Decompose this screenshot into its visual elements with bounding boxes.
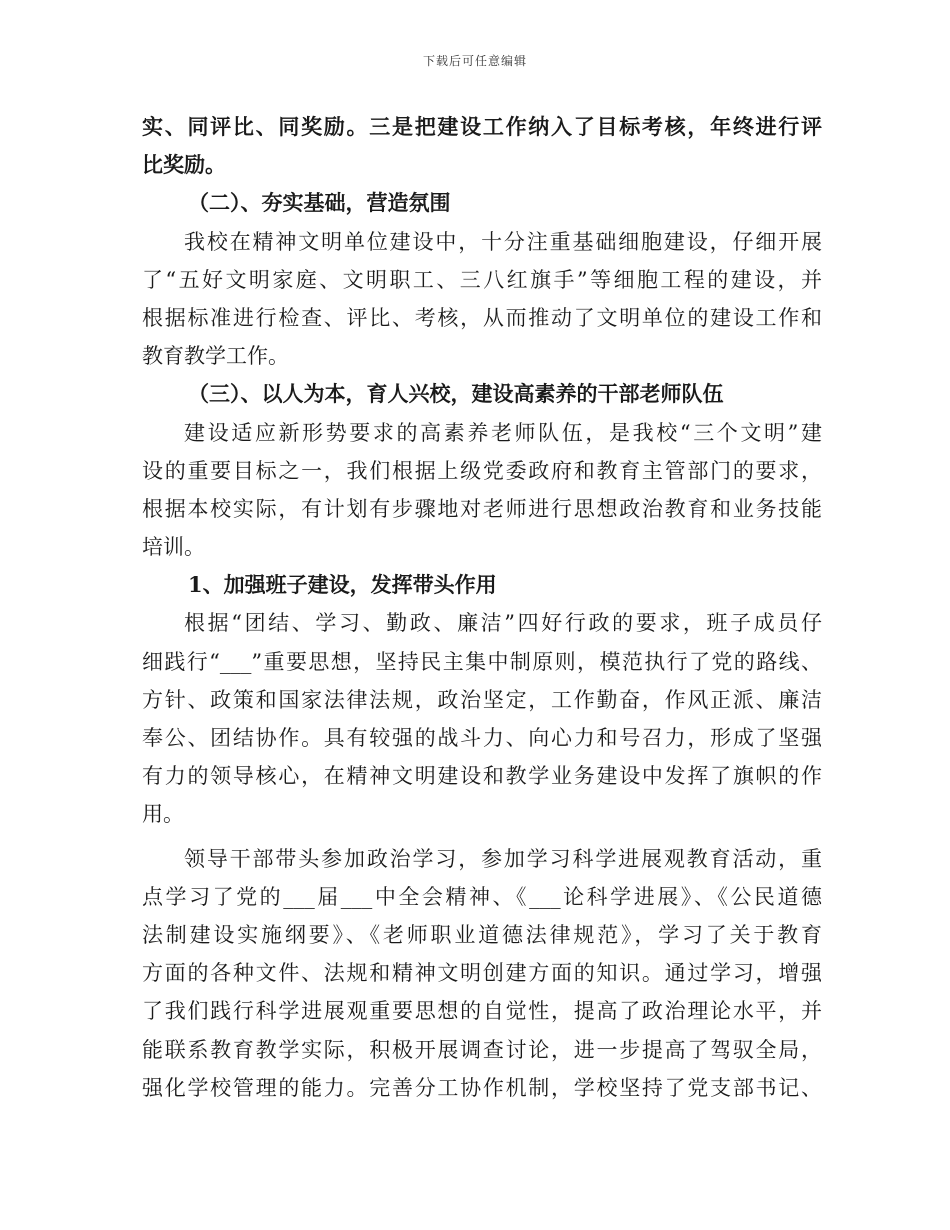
section-heading: （二）、夯实基础，营造氛围	[188, 190, 451, 216]
body-line: 根据“团结、学习、勤政、廉洁”四好行政的要求，班子成员仔	[184, 611, 822, 636]
body-line: 了“五好文明家庭、文明职工、三八红旗手”等细胞工程的建设，并	[142, 267, 822, 292]
body-line: 设的重要目标之一，我们根据上级党委政府和教育主管部门的要求，	[142, 458, 822, 483]
body-line: 强化学校管理的能力。完善分工协作机制，学校坚持了党支部书记、	[142, 1075, 822, 1100]
body-line: 用。	[142, 802, 184, 827]
body-line: 领导干部带头参加政治学习，参加学习科学进展观教育活动，重	[184, 846, 822, 871]
body-line: 能联系教育教学实际，积极开展调查讨论，进一步提高了驾驭全局，	[142, 1037, 822, 1062]
section-heading: （三）、以人为本，育人兴校，建设高素养的干部老师队伍	[188, 381, 724, 407]
subsection-heading: 1、加强班子建设，发挥带头作用	[188, 572, 497, 598]
document-body	[142, 108, 822, 1107]
body-line: 点学习了党的___届___中全会精神、《___论科学进展》、《公民道德	[142, 884, 822, 909]
body-line: 培训。	[142, 535, 205, 560]
body-line: 建设适应新形势要求的高素养老师队伍，是我校“三个文明”建	[184, 420, 822, 445]
page-header: 下载后可任意编辑	[422, 54, 527, 68]
body-line: 根据标准进行检查、评比、考核，从而推动了文明单位的建设工作和	[142, 305, 822, 330]
body-line: 根据本校实际，有计划有步骤地对老师进行思想政治教育和业务技能	[142, 496, 822, 521]
body-line: 方面的各种文件、法规和精神文明创建方面的知识。通过学习，增强	[142, 961, 822, 986]
body-line: 有力的领导核心，在精神文明建设和教学业务建设中发挥了旗帜的作	[142, 764, 822, 789]
body-line: 法制建设实施纲要》、《老师职业道德法律规范》，学习了关于教育	[142, 922, 822, 947]
body-line: 我校在精神文明单位建设中，十分注重基础细胞建设，仔细开展	[184, 229, 822, 254]
body-line: 细践行“___”重要思想，坚持民主集中制原则，模范执行了党的路线、	[142, 649, 822, 674]
body-line: 奉公、团结协作。具有较强的战斗力、向心力和号召力，形成了坚强	[142, 726, 822, 750]
body-line: 实、同评比、同奖励。三是把建设工作纳入了目标考核，年终进行评	[142, 114, 822, 139]
body-line: 方针、政策和国家法律法规，政治坚定，工作勤奋，作风正派、廉洁	[142, 687, 822, 712]
body-line: 比奖励。	[142, 152, 226, 178]
body-line: 教育教学工作。	[142, 344, 289, 369]
body-line: 了我们践行科学进展观重要思想的自觉性，提高了政治理论水平，并	[142, 999, 822, 1024]
